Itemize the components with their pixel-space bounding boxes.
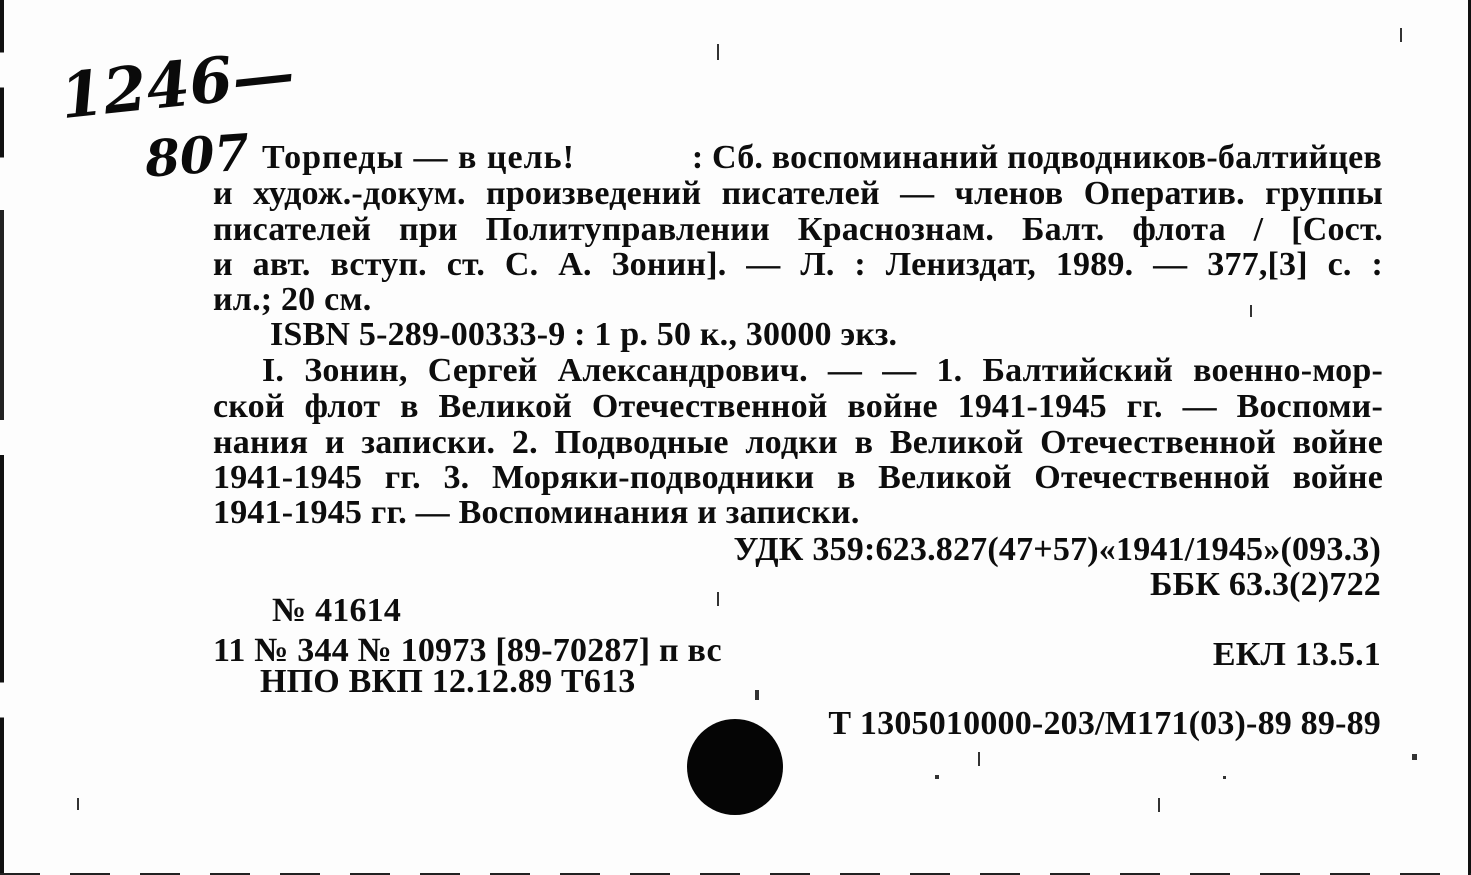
scan-speck [1158,798,1160,812]
subject-line-3: нания и записки. 2. Подводные лодки в Великой Отечественной войне [213,424,1383,461]
scan-speck [717,44,719,60]
entry-line-3: писателей при Политуправлении Краснознам. Балт. флота / [Сост. [213,211,1383,248]
entry-line-1-text: : Сб. воспоминаний подводников-балтийцев [691,139,1382,176]
handwritten-call-number-bottom: 807 [143,122,252,189]
scan-speck [1412,754,1417,760]
scan-speck [717,592,719,606]
ekl-code: ЕКЛ 13.5.1 [1212,636,1381,673]
subject-line-4: 1941-1945 гг. 3. Моряки-подводники в Великой Отечественной войне [213,459,1383,496]
subject-line-1: I. Зонин, Сергей Александрович. — — 1. Балтийский военно-мор- [262,352,1383,389]
card-number: № 41614 [272,592,402,629]
udk-line: УДК 359:623.827(47+57)«1941/1945»(093.3) [733,531,1381,568]
scan-speck [1400,28,1402,42]
scan-speck [1223,776,1226,779]
isbn-line: ISBN 5-289-00333-9 : 1 р. 50 к., 30000 экз. [270,316,898,353]
entry-line-2: и худож.-докум. произведений писателей — членов Оператив. группы [213,175,1383,212]
classification-code: Т 1305010000-203/М171(03)-89 89-89 [828,705,1381,742]
scan-speck [978,752,980,766]
subject-line-5: 1941-1945 гг. — Воспоминания и записки. [213,494,860,531]
order-line: 11 № 344 № 10973 [89-70287] п вс [213,632,722,669]
handwritten-call-number-top: 1246— [56,35,298,134]
punch-hole [687,719,783,815]
entry-line-1 [262,140,1382,176]
entry-line-4: и авт. вступ. ст. С. А. Зонин]. — Л. : Лениздат, 1989. — 377,[3] с. : [213,246,1383,283]
publisher-line: НПО ВКП 12.12.89 Т613 [260,663,636,700]
subject-line-2: ской флот в Великой Отечественной войне 1941-1945 гг. — Воспоми- [213,388,1383,425]
entry-title: Торпеды — в цель! [262,139,575,176]
scan-speck [77,798,79,810]
entry-line-5: ил.; 20 см. [213,281,372,318]
scan-speck [935,775,939,779]
scan-speck [1250,305,1252,317]
bbk-line: ББК 63.3(2)722 [1149,566,1381,603]
scan-speck [755,690,759,700]
card-edge-left [0,0,4,875]
